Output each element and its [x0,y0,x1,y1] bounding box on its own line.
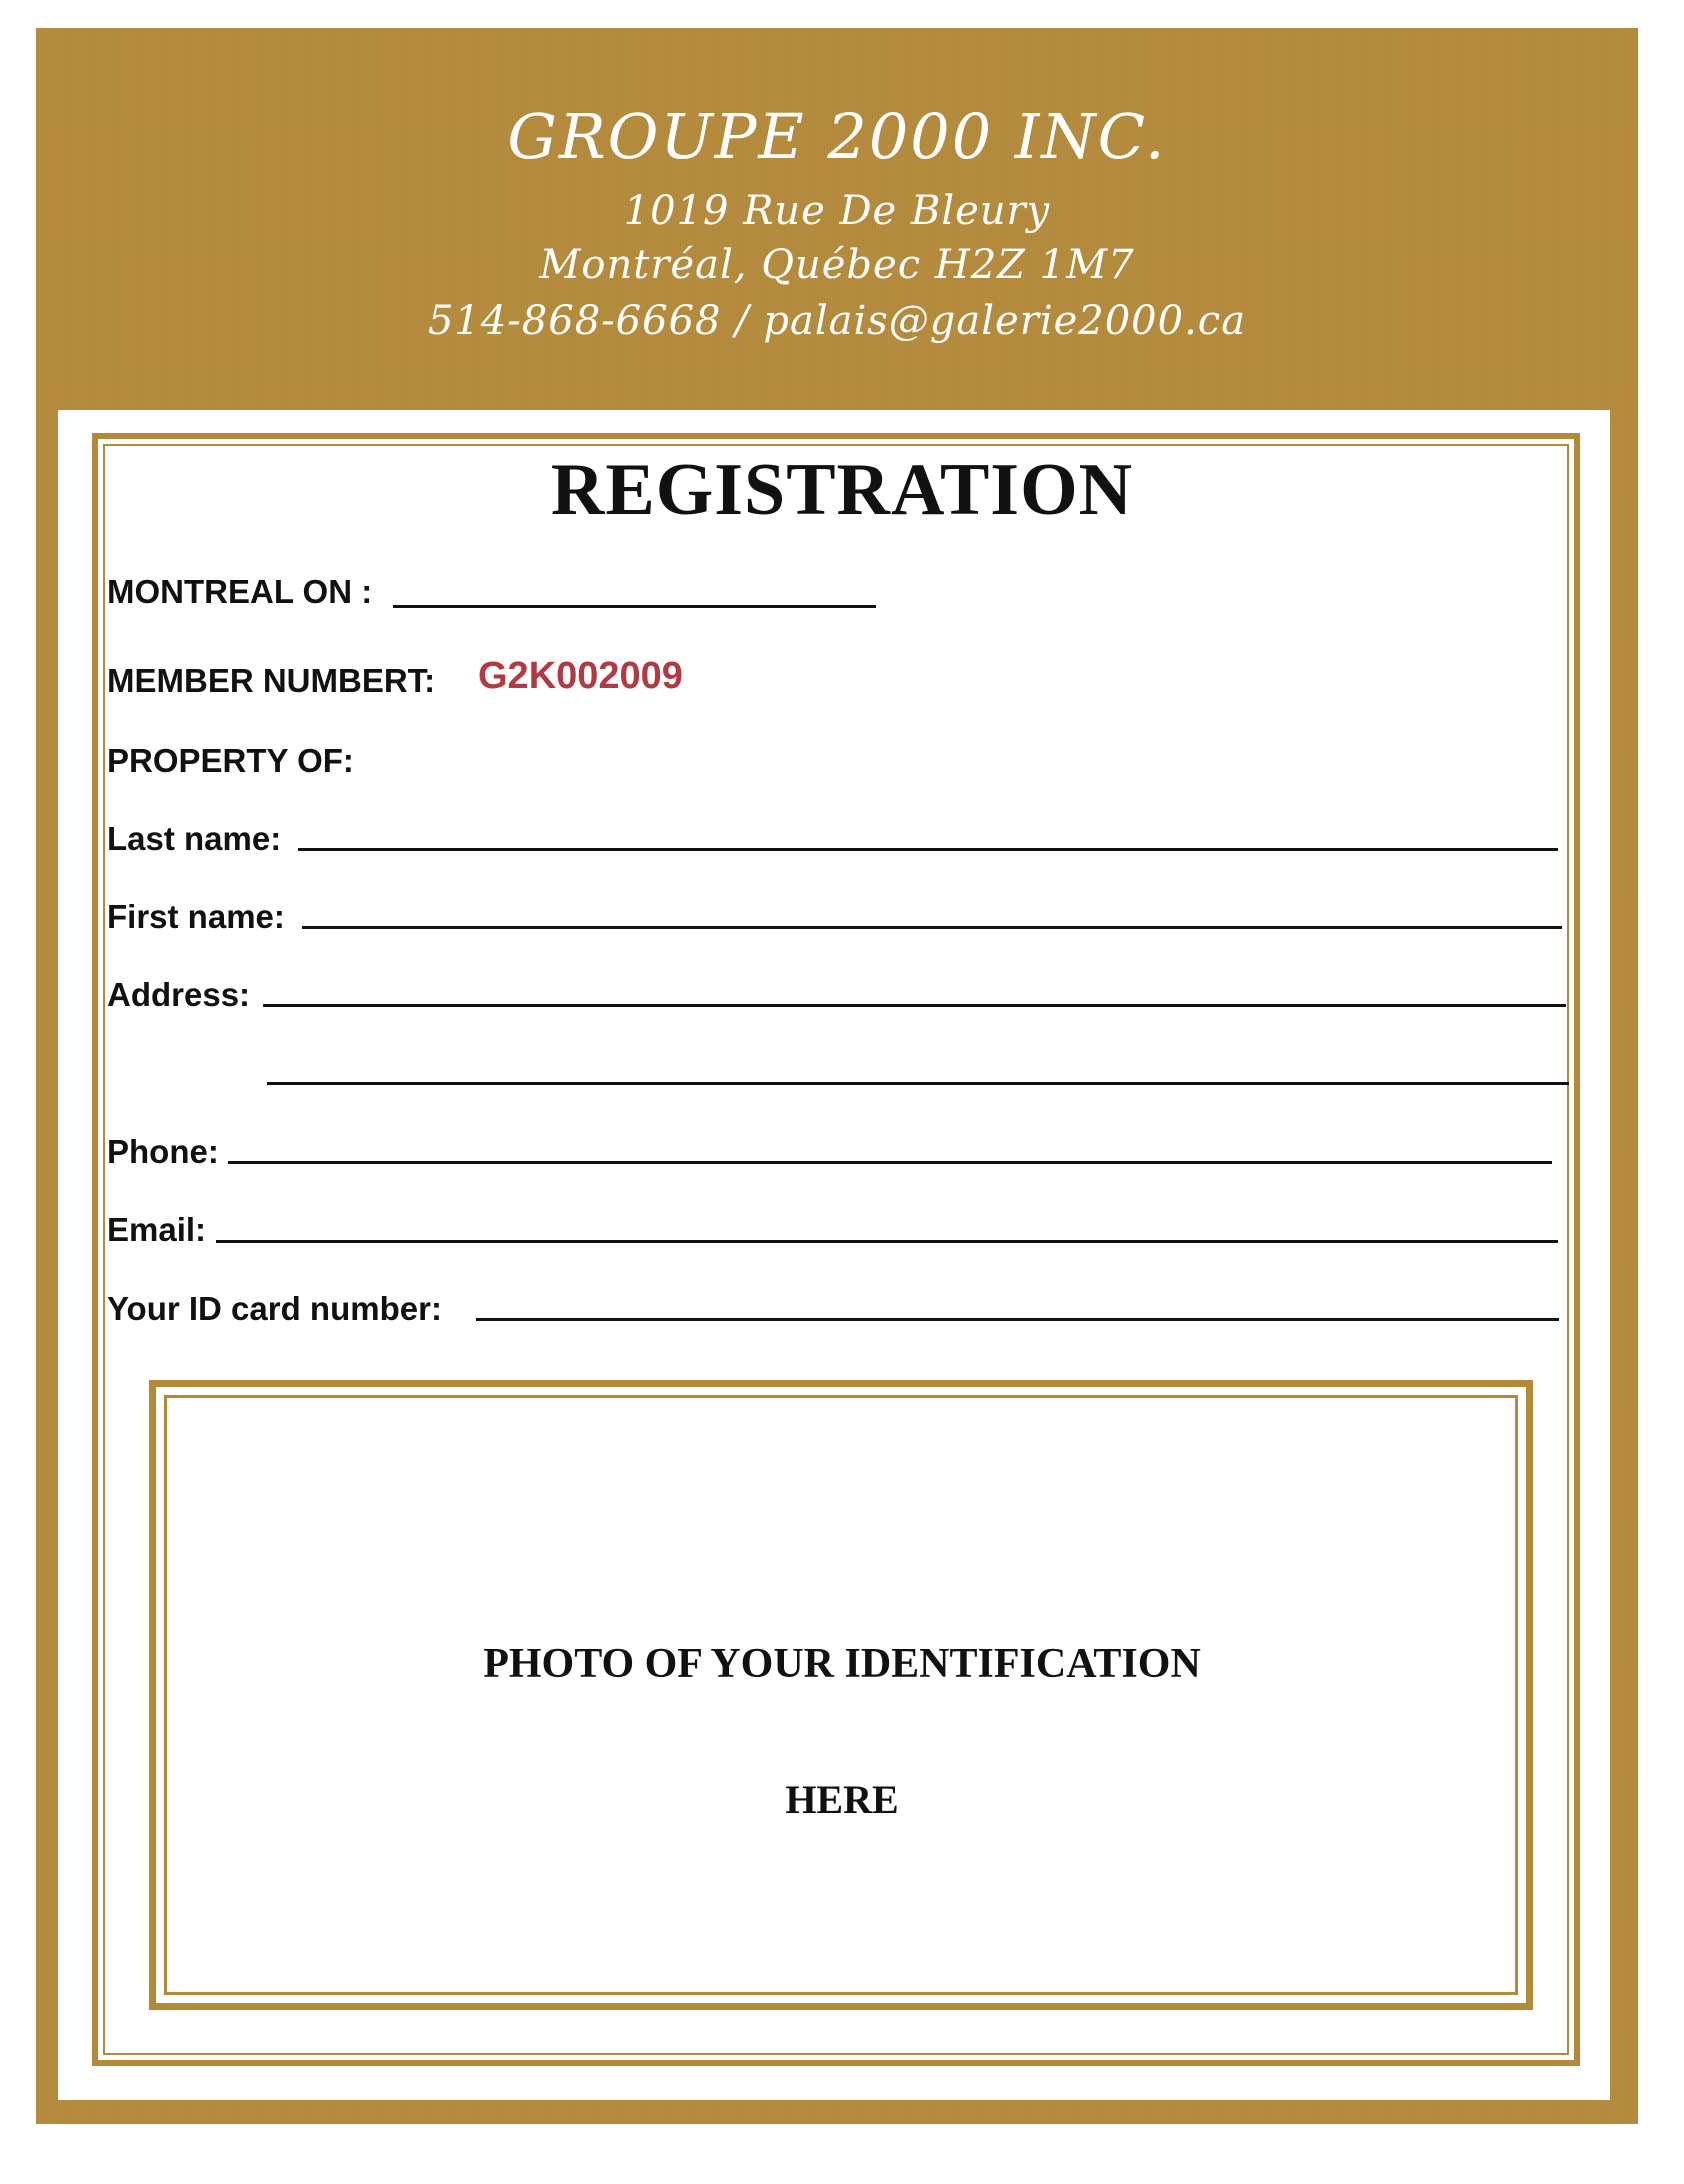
first-name-label: First name: [107,898,285,935]
form-title: REGISTRATION [550,449,1134,531]
address-field-line-2[interactable] [267,1082,1569,1085]
last-name-label: Last name: [107,820,282,857]
id-card-label: Your ID card number: [107,1290,442,1327]
letterhead [36,28,1638,410]
photo-caption: PHOTO OF YOUR IDENTIFICATION [483,1641,1201,1687]
id-card-field[interactable] [476,1318,1559,1321]
montreal-on-label: MONTREAL ON : [107,573,373,610]
address-field-line-1[interactable] [263,1004,1566,1007]
photo-here: HERE [785,1777,899,1822]
phone-label: Phone: [107,1133,219,1170]
email-field[interactable] [216,1240,1558,1243]
company-city: Montréal, Québec H2Z 1M7 [539,242,1135,288]
company-contact: 514-868-6668 / palais@galerie2000.ca [427,298,1247,344]
address-label: Address: [107,976,251,1013]
member-number-label: MEMBER NUMBERT: [107,662,436,699]
member-number-value: G2K002009 [478,655,683,697]
last-name-field[interactable] [298,848,1558,851]
first-name-field[interactable] [302,926,1562,929]
property-of-label: PROPERTY OF: [107,742,354,779]
email-label: Email: [107,1211,207,1248]
company-name: GROUPE 2000 INC. [507,100,1167,173]
photo-box-inner-border [164,1395,1518,1995]
phone-field[interactable] [228,1161,1552,1164]
company-street: 1019 Rue De Bleury [623,188,1051,234]
montreal-on-field[interactable] [393,605,876,608]
